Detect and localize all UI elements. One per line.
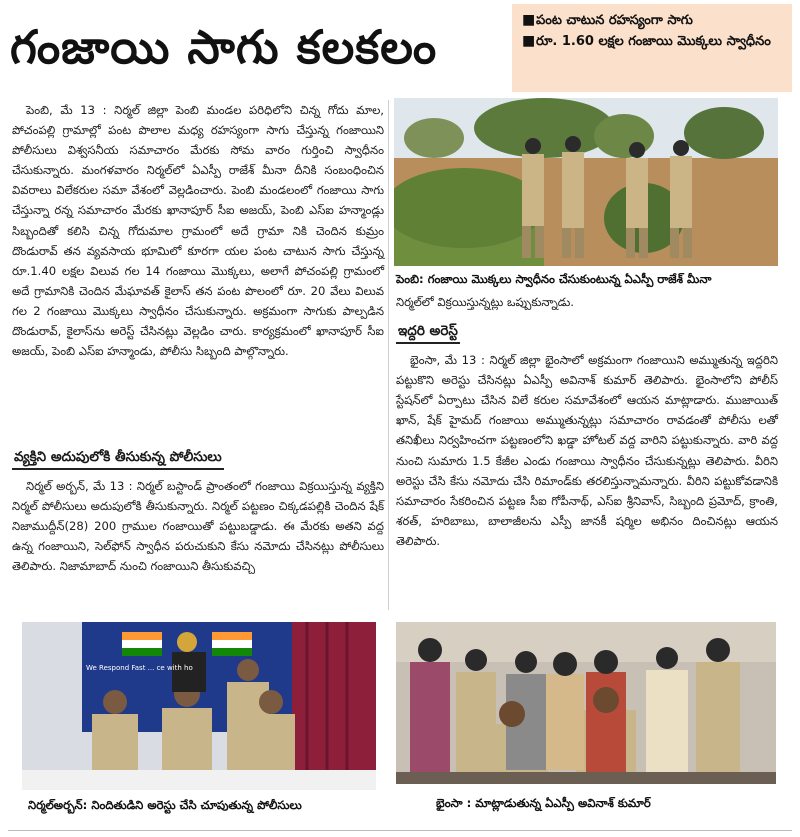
photo-banner-text: We Respond Fast ... ce with ho (86, 664, 193, 672)
bullet-square-icon: ■ (522, 12, 536, 28)
story-2 (12, 446, 384, 576)
story-3-body: భైంసా, మే 13 : నిర్మల్ జిల్లా భైంసాలో అక్రమంగా గంజాయిని అమ్ముతున్న ఇద్దరిని పట్టుకొని అరెస్టు చేసినట్లు ఏఎస్పీ అవినాశ్ కుమార్ తెలిపారు. భైంసాలోని పోలీస్ స్టేషన్‌లో ఏర్పాటు చేసిన విలే కరుల సమావేశంలో ఆయన మాట్లాడారు. ముజాయిత్ ఖాన్, షేక్ హైమద్ గంజాయి అమ్ముతున్నట్లు సమాచారం రావడంతో పోలీసు లతో తనిఖీలు నిర్వహించగా పట్టణంలోని ఖడ్డా హోటల్ వద్ద వారిని పట్టుకున్నారు. వారి వద్ద నుంచి సుమారు 1.5 కేజీల ఎండు గంజాయి స్వాధీనం చేసుకున్నట్లు తెలిపారు. వీరిని అరెస్టు చేసి కేసు నమోదు చేసి రిమాండ్‌కు తరలిస్తున్నామన్నారు. వీరిని పట్టుకోవడానికి సమాచారం సేకరించిన పట్టణ సీఐ గోపీనాథ్, ఎస్ఐ శ్రీనివాస్, సిబ్బంది ప్రమోద్, క్రాంతి, శరత్, హరిబాబు, బాలాజీలను ఎస్పీ జానకీ షర్మిల అభినం దించినట్లు ఆయన తెలిపారు. (396, 353, 778, 548)
story-1 (12, 100, 384, 361)
story-2-body: నిర్మల్ అర్బన్, మే 13 : నిర్మల్ బస్టాండ్ ప్రాంతంలో గంజాయి విక్రయిస్తున్న వ్యక్తిని నిర్మల్ పోలీసులు అదుపులోకి తీసుకున్నారు. నిర్మల్ పట్టణం చిక్కడపల్లికి చెందిన షేక్ నిజాముద్దీన్(28) 200 గ్రాముల గంజాయితో పట్టుబడ్డాడు. ఈ మేరకు అతని వద్ద ఉన్న గంజాయిని, సెల్‌ఫోన్ స్వాధీన పరుచుకుని కేసు నమోదు చేసినట్లు పోలీసులు తెలిపారు. నిజామాబాద్ నుంచి గంజాయిని తీసుకువచ్చి (12, 479, 384, 574)
highlight-text: పంట చాటున రహస్యంగా సాగు (536, 13, 693, 28)
photo-bhainsa-press (396, 622, 776, 784)
bullet-square-icon: ■ (522, 33, 536, 49)
page-bottom-rule (8, 830, 792, 831)
ashoka-emblem-icon (177, 632, 197, 652)
photo-nirmal-press (22, 622, 376, 790)
highlights-box (512, 4, 792, 92)
highlight-item (522, 10, 782, 31)
indian-flag-icon (122, 632, 162, 656)
column-divider (388, 100, 389, 610)
highlight-text: రూ. 1.60 లక్షల గంజాయి మొక్కలు స్వాధీనం (536, 34, 771, 49)
story-2-subhead: వ్యక్తిని అదుపులోకి తీసుకున్న పోలీసులు (12, 446, 224, 470)
photo-bhainsa-caption: భైంసా : మాట్లాడుతున్న ఏఎస్పీ అవినాశ్ కుమార్ (436, 796, 651, 810)
headline: గంజాయి సాగు కలకలం (10, 20, 438, 74)
photo-raid-caption: పెంబి: గంజాయి మొక్కలు స్వాధీనం చేసుకుంటున్న ఏఎస్పీ రాజేశ్ మీనా (396, 272, 712, 286)
story-2-continuation: నిర్మల్‌లో విక్రయిస్తున్నట్లు ఒప్పుకున్నాడు. (396, 295, 574, 309)
story-1-body: పెంబి, మే 13 : నిర్మల్ జిల్లా పెంబి మండల పరిధిలోని చిన్న గోదు మాల, పోచంపల్లి గ్రామాల్లో పంట పొలాల మధ్య రహస్యంగా సాగు చేస్తున్న గంజాయిని పోలీసులు విశ్వసనీయ సమాచారం మేరకు సోమ వారం గుర్తించి స్వాధీనం చేసుకున్నారు. మంగళవారం నిర్మల్‌లో ఏఎస్పీ రాజేశ్ మీనా దీనికి సంబంధించిన వివరాలు విలేకరుల సమా వేశంలో వెల్లడించారు. పెంబి మండలంలో గంజాయి సాగు చేస్తున్నా రన్న సమాచారం మేరకు ఖానాపూర్ సీఐ అజయ్, పెంబి ఎస్ఐ హన్మాండ్లు సిబ్బందితో కలిసి చిన్న గోదుమాల గ్రామంలో అదే గ్రామా నికి చెందిన కుమ్రం దొండురావ్ తన వ్యవసాయ భూమిలో కూరగా యల పంట చాటున సాగు చేస్తున్న రూ.1.40 లక్షల విలువ గల 14 గంజాయి మొక్కలు, అలాగే పోచంపల్లి గ్రామంలో అదే గ్రామానికి చెందిన మేఘావత్ కైలాస్ తన పంట పొలంలో రూ. 20 వేలు విలువ గల 2 గంజాయి మొక్కలు స్వాధీనం చేసుకున్నారు. అక్రమంగా సాగుకు పాల్పడిన దొండురావ్, కైలాస్‌ను అరెస్ట్ చేసినట్లు వెల్లడిం చారు. కార్యక్రమంలో ఖానాపూర్ సీఐ అజయ్, పెంబి ఎస్ఐ హన్మాండు, పోలీసు సిబ్బంది పాల్గొన్నారు. (12, 103, 384, 359)
story-3 (396, 292, 778, 551)
photo-raid (394, 98, 778, 266)
story-3-subhead: ఇద్దరి అరెస్ట్ (396, 320, 460, 344)
highlight-item (522, 31, 782, 52)
photo-nirmal-caption: నిర్మల్అర్బన్: నిందితుడిని అరెస్టు చేసి చూపుతున్న పోలీసులు (28, 798, 302, 812)
